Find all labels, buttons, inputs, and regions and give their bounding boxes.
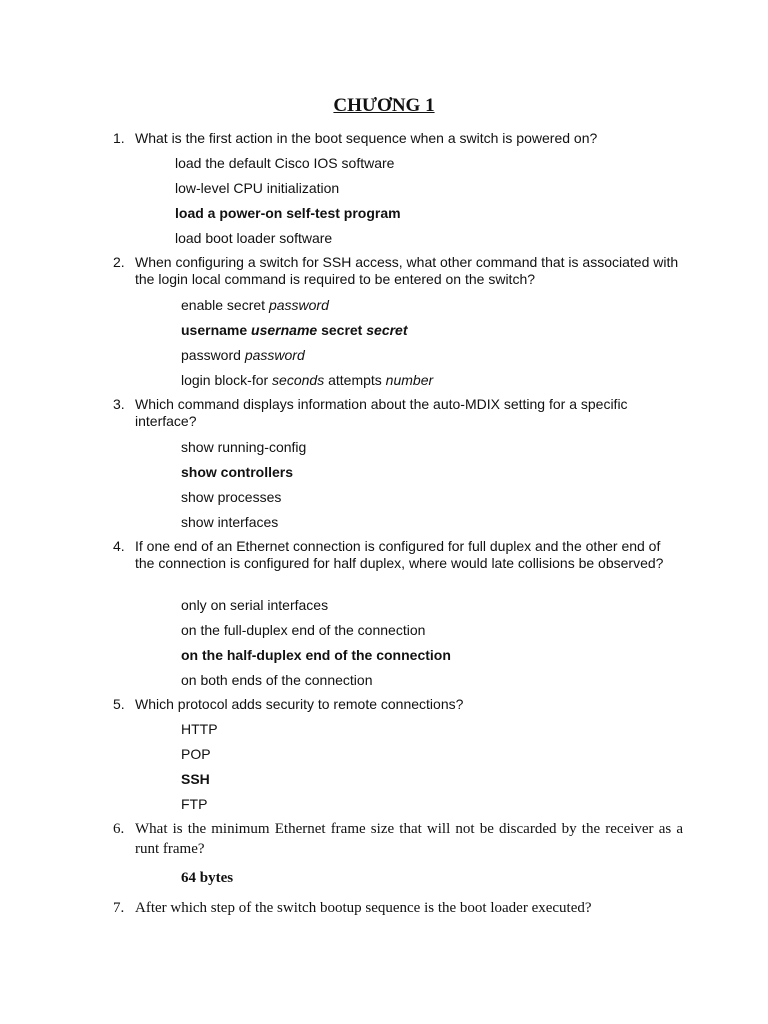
option-text: login block-for (181, 372, 273, 388)
answer-option (181, 372, 433, 389)
answer-option: on both ends of the connection (181, 672, 373, 688)
answer-option: on the full-duplex end of the connection (181, 622, 426, 638)
page-title: CHƯƠNG 1 (333, 95, 435, 116)
answer-option: POP (181, 746, 211, 762)
option-text: username (181, 322, 252, 338)
answer-option: HTTP (181, 721, 218, 737)
option-text: secret (317, 322, 367, 338)
answer-option (181, 347, 305, 364)
answer-option: show processes (181, 489, 282, 505)
question-text: Which protocol adds security to remote connections? (135, 696, 464, 712)
question-text: What is the minimum Ethernet frame size that will not be discarded by the receiver as a runt frame? (135, 821, 683, 857)
question-number: 6. (113, 821, 125, 837)
option-italic-text: password (268, 297, 329, 313)
answer-option: load boot loader software (175, 230, 333, 246)
option-italic-text: number (385, 372, 434, 388)
correct-answer-option: 64 bytes (181, 870, 234, 886)
question-number: 3. (113, 396, 125, 412)
option-text: password (181, 347, 245, 363)
option-italic-text: seconds (272, 372, 325, 388)
question-text: If one end of an Ethernet connection is configured for full duplex and the other end of the connection is configured for half duplex, where would late collisions be observed? (135, 538, 664, 571)
correct-answer-option: show controllers (181, 464, 294, 480)
option-italic-text: secret (366, 322, 408, 338)
option-text: enable secret (181, 297, 269, 313)
answer-option: load the default Cisco IOS software (175, 155, 395, 171)
correct-answer-option: load a power-on self-test program (175, 205, 401, 221)
question-text: What is the first action in the boot sequence when a switch is powered on? (135, 130, 598, 146)
question-number: 7. (113, 900, 125, 916)
answer-option: only on serial interfaces (181, 597, 329, 613)
answer-option: show interfaces (181, 514, 279, 530)
question-number: 4. (113, 538, 125, 554)
answer-option: low-level CPU initialization (175, 180, 340, 196)
question-number: 2. (113, 254, 125, 270)
question-number: 5. (113, 696, 125, 712)
answer-option: FTP (181, 796, 208, 812)
option-italic-text: username (251, 322, 318, 338)
correct-answer-option: on the half-duplex end of the connection (181, 647, 451, 663)
question-text: Which command displays information about the auto-MDIX setting for a specific interface? (135, 396, 628, 429)
question-text: After which step of the switch bootup sequence is the boot loader executed? (135, 900, 592, 916)
correct-answer-option: SSH (181, 771, 210, 787)
question-number: 1. (113, 130, 125, 146)
answer-option (181, 297, 329, 314)
option-text: attempts (324, 372, 386, 388)
option-italic-text: password (244, 347, 305, 363)
answer-option: show running-config (181, 439, 307, 455)
question-text: When configuring a switch for SSH access, what other command that is associated with the login local command is required to be entered on the switch? (135, 254, 679, 287)
correct-answer-option (181, 322, 408, 339)
